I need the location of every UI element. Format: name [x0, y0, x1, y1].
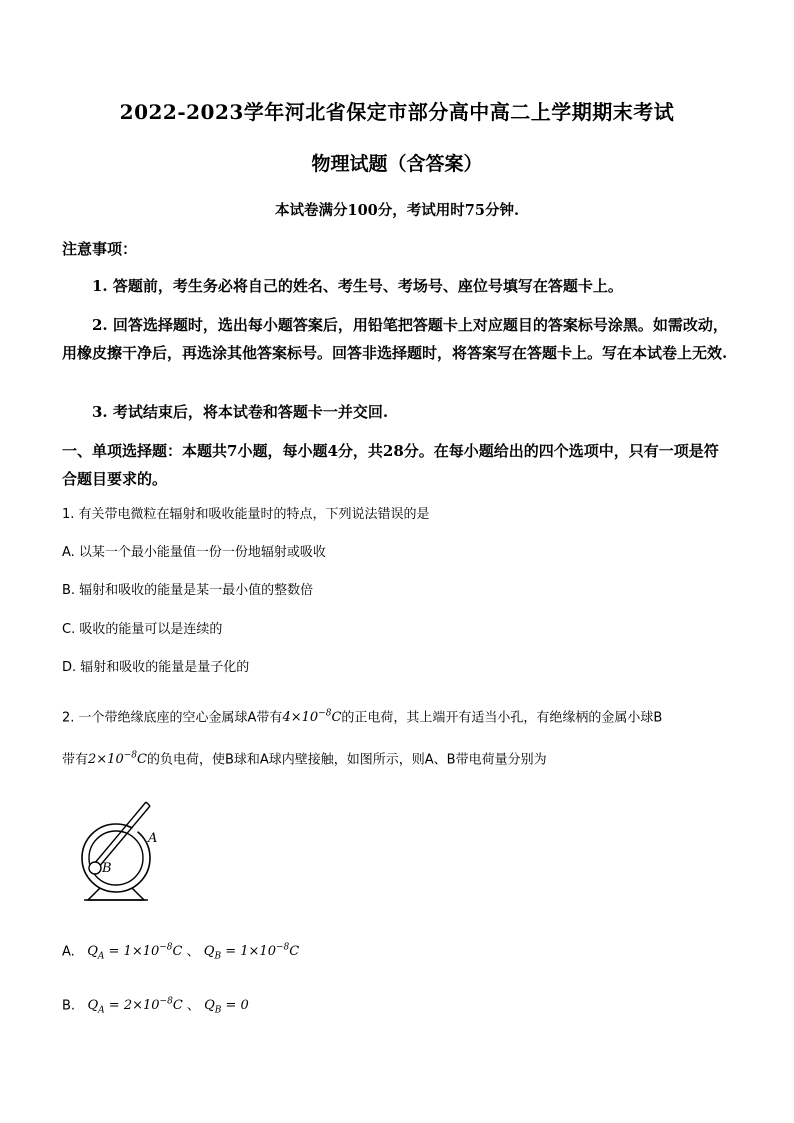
- q2-charge-b-exp: −8: [123, 751, 138, 761]
- q2-option-a-qa-val: 1×10: [123, 944, 160, 960]
- question-1-option-d: D. 辐射和吸收的能量是量子化的: [62, 660, 250, 675]
- q2-option-b-qb-sub: B: [214, 1005, 222, 1016]
- q2-option-b-qa-sub: A: [98, 1005, 105, 1016]
- q2-option-a-qb-exp: −8: [275, 943, 290, 953]
- q2-option-b-sep: 、: [186, 998, 200, 1014]
- q2-option-a-qb-symbol: Q: [203, 944, 215, 960]
- question-1-stem: 1. 有关带电微粒在辐射和吸收能量时的特点，下列说法错误的是: [62, 507, 430, 522]
- q2-charge-a: [282, 710, 341, 725]
- sphere-opening: [132, 829, 136, 833]
- q2-option-a-qb-unit: C: [289, 944, 300, 960]
- q2-option-a-qa-symbol: Q: [87, 944, 98, 960]
- q2-option-a-qb-sub: B: [214, 951, 222, 962]
- q2-charge-a-mantissa: 4×10: [282, 710, 319, 726]
- q2-option-a-qb-val: 1×10: [240, 944, 276, 960]
- q2-option-b-qa-symbol: Q: [87, 998, 99, 1014]
- q2-option-b-qb-symbol: Q: [204, 998, 215, 1014]
- exam-info: 本试卷满分100分，考试用时75分钟.: [275, 202, 519, 219]
- q2-option-a-qb-eq: =: [221, 944, 241, 960]
- q2-option-b-qa-exp: −8: [159, 997, 173, 1007]
- exam-subtitle: 物理试题（含答案）: [311, 153, 483, 175]
- question-2-option-b: [62, 992, 752, 1021]
- ball-b: [89, 862, 101, 874]
- q2-option-b-qa-val: 2×10: [123, 998, 160, 1014]
- q2-charge-b-mantissa: 2×10: [88, 752, 124, 768]
- notice-heading: 注意事项：: [62, 240, 138, 258]
- q2-charge-b-unit: C: [137, 752, 147, 768]
- question-1-option-b: B. 辐射和吸收的能量是某一最小值的整数倍: [62, 583, 314, 598]
- sphere-base: [88, 888, 144, 900]
- exam-title: 2022-2023学年河北省保定市部分高中高二上学期期末考试: [119, 100, 675, 124]
- figure-label-b: B: [102, 861, 112, 876]
- q2-stem-a: 2. 一个带绝缘底座的空心金属球A带有: [62, 710, 283, 726]
- hollow-sphere-figure: [78, 798, 178, 902]
- q2-option-b-qa: [87, 997, 183, 1016]
- q2-option-a-qa-eq: =: [104, 944, 124, 960]
- question-2-option-a: [62, 938, 752, 967]
- question-1-option-c: C. 吸收的能量可以是连续的: [62, 622, 223, 637]
- q2-charge-a-unit: C: [331, 710, 342, 726]
- q2-option-b-qa-unit: C: [172, 998, 183, 1014]
- q2-stem-c: 带有: [62, 752, 89, 768]
- q2-option-b-label: B.: [62, 998, 76, 1014]
- q2-charge-a-exp: −8: [318, 709, 332, 719]
- question-2-stem-line1: [62, 704, 752, 728]
- q2-option-a-qa-sub: A: [97, 951, 105, 962]
- notice-item-1: 1. 答题前，考生务必将自己的姓名、考生号、考场号、座位号填写在答题卡上。: [92, 277, 623, 295]
- q2-option-a-qa-exp: −8: [159, 943, 173, 953]
- figure-label-a: A: [148, 831, 158, 846]
- q2-option-b-qb: [204, 998, 249, 1016]
- sphere-inner-circle: [89, 831, 143, 885]
- q2-stem-b: 的正电荷，其上端开有适当小孔，有绝缘柄的金属小球B: [341, 710, 663, 726]
- q2-option-a-qa-unit: C: [172, 944, 183, 960]
- q2-charge-b: [88, 752, 147, 767]
- q2-option-a-sep: 、: [186, 944, 200, 960]
- q2-option-b-qb-val: 0: [240, 998, 249, 1014]
- q2-option-b-qb-eq: =: [221, 998, 241, 1014]
- notice-item-3: 3. 考试结束后，将本试卷和答题卡一并交回.: [92, 403, 389, 421]
- notice-item-2: 2. 回答选择题时，选出每小题答案后，用铅笔把答题卡上对应题目的答案标号涂黑。如需改动，用橡皮擦干净后，再选涂其他答案标号。回答非选择题时，将答案写在答题卡上。写在本试卷上无效.: [62, 316, 728, 362]
- handle-end: [146, 802, 150, 806]
- question-1-option-a: A. 以某一个最小能量值一份一份地辐射或吸收: [62, 545, 326, 560]
- section-heading: 一、单项选择题：本题共7小题，每小题4分，共28分。在每小题给出的四个选项中，只有一项是符合题目要求的。: [62, 442, 719, 488]
- q2-option-a-label: A.: [62, 944, 75, 960]
- q2-option-b-qa-eq: =: [104, 998, 124, 1014]
- q2-stem-d: 的负电荷，使B球和A球内壁接触，如图所示，则A、B带电荷量分别为: [146, 752, 547, 768]
- q2-option-a-qb: [203, 943, 300, 962]
- question-2-stem-line2: [62, 746, 752, 770]
- sphere-outer-circle: [82, 824, 150, 892]
- q2-option-a-qa: [87, 943, 183, 962]
